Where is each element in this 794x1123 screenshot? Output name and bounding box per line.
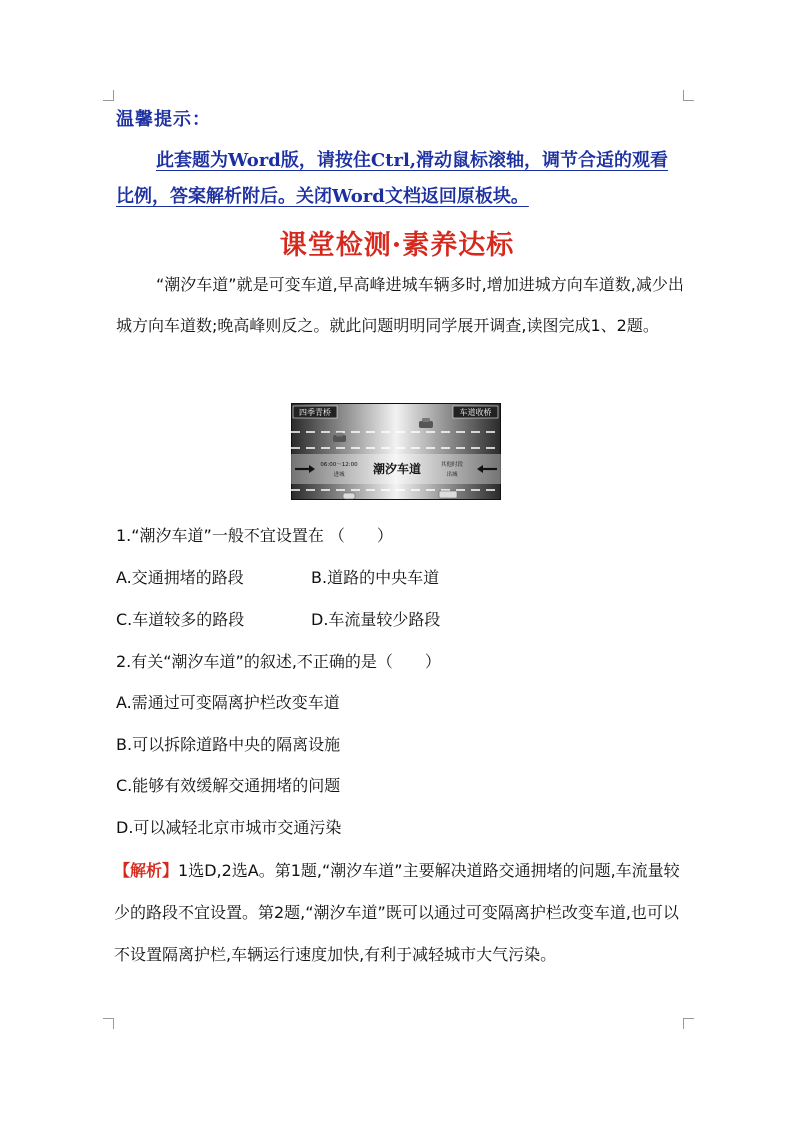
tidal-lane-figure [291,403,501,500]
inbound-time-label: 06:00～12:00 [320,462,358,468]
question-1-options-row-2 [116,607,441,630]
intro-paragraph: “潮汐车道”就是可变车道,早高峰进城车辆多时,增加进城方向车道数,减少出城方向车道数;晚高峰则反之。就此问题明明同学展开调查,读图完成1、2题。 [116,275,684,335]
question-2-option-d: D.可以减轻北京市城市交通污染 [116,818,342,837]
option-text: D.车流量较少路段 [311,610,441,629]
question-2-option-b: B.可以拆除道路中央的隔离设施 [116,735,341,754]
bus-icon [439,491,457,498]
option-text: A.交通拥堵的路段 [116,568,244,587]
notice-text: 此套题为Word版，请按住Ctrl,滑动鼠标滚轴，调节合适的观看比例，答案解析附后。关闭Word文档返回原板块。 [116,150,669,207]
analysis-paragraph [114,850,692,976]
question-2-option-c: C.能够有效缓解交通拥堵的问题 [116,776,341,795]
car-icon [343,493,355,499]
question-1-stem: 1.“潮汐车道”一般不宜设置在 （ ） [116,526,393,545]
crop-mark-bottom-left [103,1018,114,1029]
outbound-direction-label: 出城 [446,472,458,478]
analysis-text: 1选D,2选A。第1题,“潮汐车道”主要解决道路交通拥堵的问题,车流量较少的路段不宜设置。第2题,“潮汐车道”既可以通过可变隔离护栏改变车道,也可以不设置隔离护栏,车辆运行速度加快,有利于减轻城市大气污染。 [114,861,680,964]
option-text: B.道路的中央车道 [311,568,440,587]
tidal-lane-label: 潮汐车道 [372,462,422,476]
other-time-label: 其他时段 [440,462,464,468]
option-text: C.车道较多的路段 [116,610,245,629]
crop-mark-top-right [683,90,694,101]
left-sign-text: 四季青桥 [299,408,331,417]
crop-mark-top-left [103,90,114,101]
question-2-option-a: A.需通过可变隔离护栏改变车道 [116,693,340,712]
inbound-direction-label: 进城 [333,472,345,478]
notice-title: 温馨提示： [116,109,211,130]
question-1-options-row-1 [116,565,440,588]
analysis-tag: 【解析】 [114,861,179,880]
crop-mark-bottom-right [683,1018,694,1029]
right-sign-text: 车道收桥 [459,408,492,417]
question-2-stem: 2.有关“潮汐车道”的叙述,不正确的是（ ） [116,652,441,671]
page-title: 课堂检测·素养达标 [279,230,515,261]
